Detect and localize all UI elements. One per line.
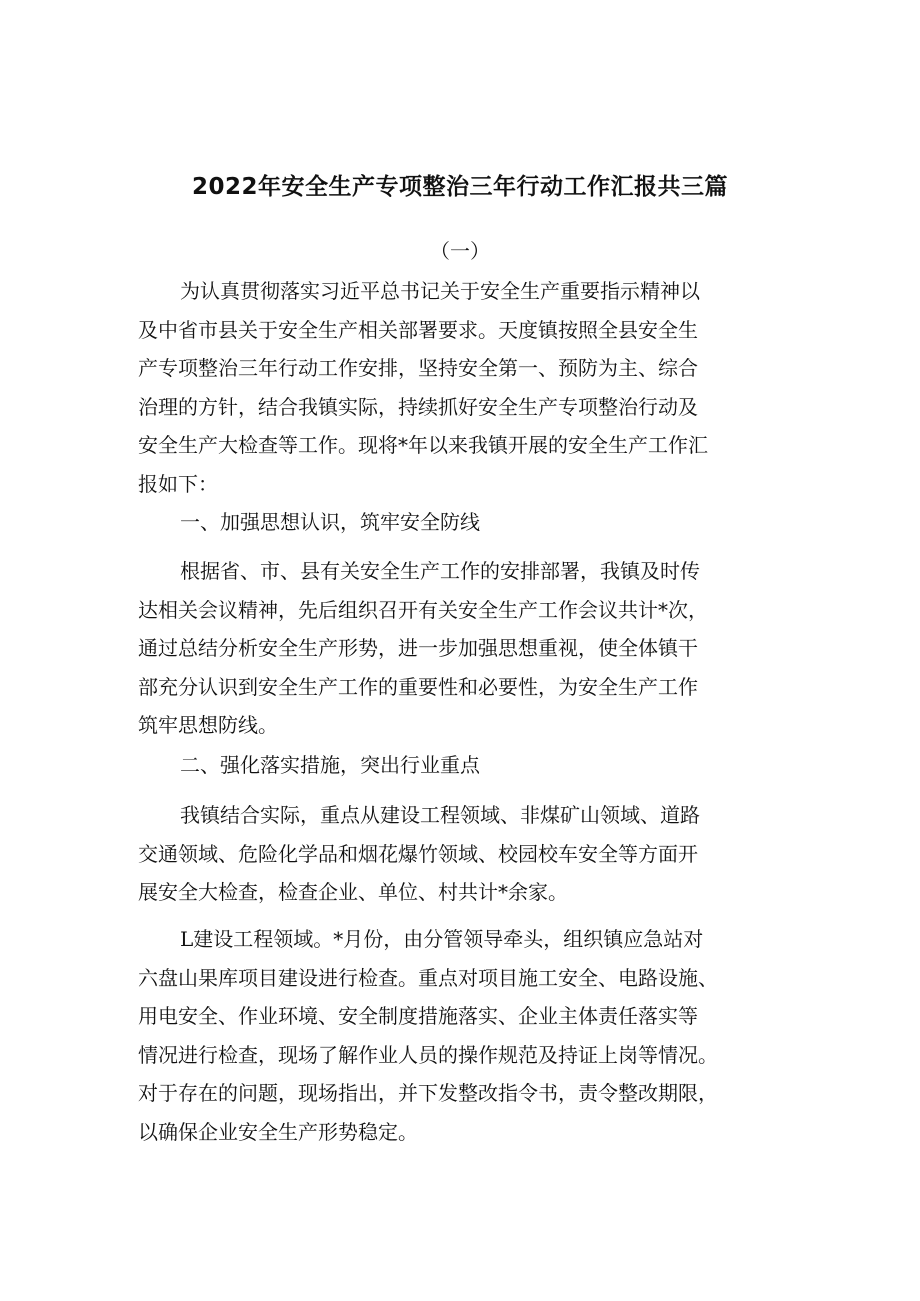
paragraph-3	[138, 796, 800, 912]
section-mark: （一）	[430, 239, 490, 263]
paragraph-1-line: 报如下：	[138, 471, 218, 496]
paragraph-1-line: 为认真贯彻落实习近平总书记关于安全生产重要指示精神以	[180, 279, 700, 303]
paragraph-3-line: 展安全大检查，检查企业、单位、村共计*余家。	[138, 880, 568, 905]
paragraph-4-line: 对于存在的问题，现场指出，并下发整改指令书，责令整改期限，	[138, 1081, 718, 1106]
paragraph-1-line: 安全生产大检查等工作。现将*年以来我镇开展的安全生产工作汇	[138, 433, 708, 458]
paragraph-3-line: 我镇结合实际，重点从建设工程领域、非煤矿山领域、道路	[180, 803, 700, 827]
heading-2: 二、强化落实措施，突出行业重点	[180, 753, 480, 777]
paragraph-1-line: 治理的方针，结合我镇实际，持续抓好安全生产专项整治行动及	[138, 394, 698, 419]
paragraph-4-line: 情况进行检查，现场了解作业人员的操作规范及持证上岗等情况。	[138, 1042, 718, 1067]
paragraph-1-line: 及中省市县关于安全生产相关部署要求。天度镇按照全县安全生	[138, 317, 698, 342]
paragraph-2	[138, 552, 800, 745]
paragraph-4	[138, 920, 800, 1152]
heading-1: 一、加强思想认识，筑牢安全防线	[180, 510, 480, 534]
paragraph-2-line: 根据省、市、县有关安全生产工作的安排部署，我镇及时传	[180, 559, 700, 583]
paragraph-1-line: 产专项整治三年行动工作安排，坚持安全第一、预防为主、综合	[138, 356, 698, 381]
paragraph-4-line: 以确保企业安全生产形势稳定。	[138, 1119, 418, 1144]
paragraph-2-line: 通过总结分析安全生产形势，进一步加强思想重视，使全体镇干	[138, 636, 698, 661]
paragraph-2-line: 部充分认识到安全生产工作的重要性和必要性，为安全生产工作	[138, 674, 698, 699]
document-title: 2022年安全生产专项整治三年行动工作汇报共三篇	[191, 174, 728, 200]
paragraph-2-line: 达相关会议精神，先后组织召开有关安全生产工作会议共计*次，	[138, 597, 708, 622]
paragraph-1	[138, 272, 800, 504]
paragraph-4-line: L建设工程领域。*月份，由分管领导牵头，组织镇应急站对	[180, 927, 704, 951]
paragraph-4-line: 用电安全、作业环境、安全制度措施落实、企业主体责任落实等	[138, 1004, 698, 1029]
paragraph-4-line: 六盘山果库项目建设进行检查。重点对项目施工安全、电路设施、	[138, 965, 718, 990]
paragraph-2-line: 筑牢思想防线。	[138, 713, 278, 738]
paragraph-3-line: 交通领域、危险化学品和烟花爆竹领域、校园校车安全等方面开	[138, 841, 698, 866]
